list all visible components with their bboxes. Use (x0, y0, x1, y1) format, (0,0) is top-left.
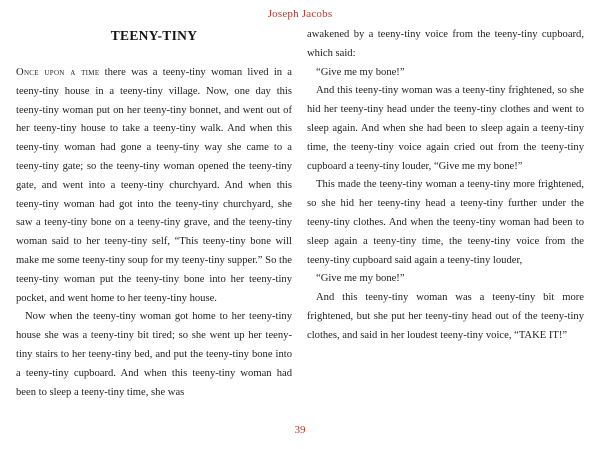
left-column (16, 26, 292, 402)
paragraph-4: And this teeny-tiny woman was a teeny-tiny frightened, so she hid her teeny-tiny head under the teeny-tiny clothes and went to sleep again. And when she had been to sleep again a teeny-tiny time, the teeny-tiny voice again cried out from the teeny-tiny cupboard a teeny-tiny louder, “Give me my bone!” (307, 85, 584, 172)
paragraph-3-dialogue: “Give me my bone!” (316, 66, 405, 78)
paragraph-2-continued: awakened by a teeny-tiny voice from the teeny-tiny cupboard, which said: (307, 29, 584, 59)
paragraph-6-dialogue: “Give me my bone!” (316, 273, 405, 285)
page-number: 39 (294, 424, 306, 436)
running-head: Joseph Jacobs (267, 8, 333, 20)
story-title: TEENY-TINY (110, 28, 198, 43)
paragraph-2: Now when the teeny-tiny woman got home to her teeny-tiny house she was a teeny-tiny bit tired; so she went up her teeny-tiny stairs to her teeny-tiny bed, and put the teeny-tiny bone into a teeny-tiny cupboard. And when this teeny-tiny woman had been to sleep a teeny-tiny time, she was (16, 311, 292, 398)
paragraph-1-text: there was a teeny-tiny woman lived in a teeny-tiny house in a teeny-tiny village. Now, one day this teeny-tiny woman put on her teeny-tiny bonnet, and went out of her teeny-tiny house to take a teeny-tiny walk. And when this teeny-tiny woman had gone a teeny-tiny way she came to a teeny-tiny gate; so the teeny-tiny woman opened the teeny-tiny gate, and went into a teeny-tiny churchyard. And when this teeny-tiny woman had got into the teeny-tiny churchyard, she saw a teeny-tiny bone on a teeny-tiny grave, and the teeny-tiny woman said to her teeny-tiny self, “This teeny-tiny bone will make me some teeny-tiny soup for my teeny-tiny supper.” So the teeny-tiny woman put the teeny-tiny bone into her teeny-tiny pocket, and went home to her teeny-tiny house. (16, 67, 293, 304)
paragraph-5: This made the teeny-tiny woman a teeny-tiny more frightened, so she hid her teeny-tiny head a teeny-tiny further under the teeny-tiny clothes. And when the teeny-tiny woman had been to sleep again a teeny-tiny time, the teeny-tiny voice from the teeny-tiny cupboard said again a teeny-tiny louder, (307, 179, 584, 266)
right-column (307, 26, 584, 346)
paragraph-7: And this teeny-tiny woman was a teeny-tiny bit more frightened, but she put her teeny-tiny head out of the teeny-tiny clothes, and said in her loudest teeny-tiny voice, “TAKE IT!” (307, 292, 584, 341)
paragraph-1 (16, 64, 292, 308)
opening-smallcaps: Once upon a time (16, 67, 100, 78)
